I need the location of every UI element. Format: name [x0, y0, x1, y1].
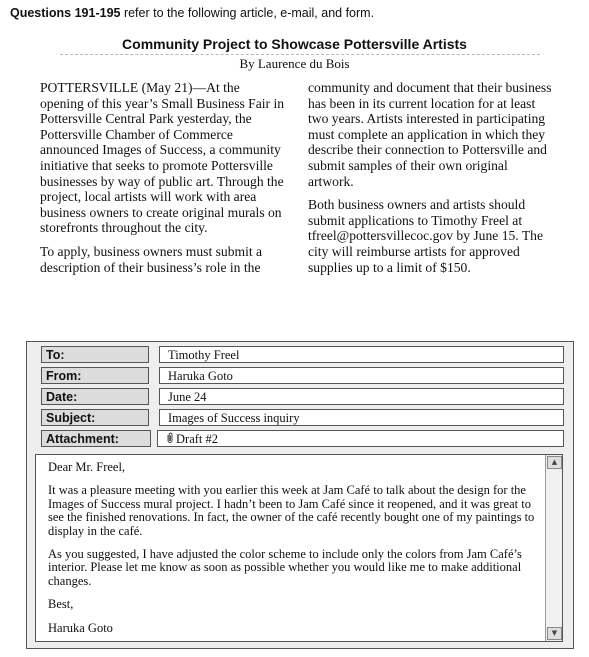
article-byline: By Laurence du Bois [239, 56, 350, 71]
email-closing: Best, [48, 597, 74, 612]
article-paragraph-2-start: To apply, business owners must submit a description of their business’s role in the [40, 243, 263, 275]
email-window [26, 341, 574, 649]
question-range: Questions 191-195 [10, 6, 121, 20]
scroll-up-arrow-icon[interactable]: ▲ [547, 456, 562, 469]
article-column-left [40, 80, 286, 283]
article-paragraph-2-end: community and document that their business has been in its current location for at least two years. Artists interested in participating must complete an application in which they describe their connection to Pottersville and submit samples of their own original artwork. [308, 80, 552, 189]
email-body[interactable] [35, 454, 563, 642]
article-paragraph-2-cont [308, 80, 552, 189]
attachment-name: Draft #2 [176, 432, 218, 446]
from-label: From: [41, 367, 149, 384]
email-body-text [48, 461, 540, 645]
email-paragraph-2: As you suggested, I have adjusted the color scheme to include only the colors from Jam Café’s interior. Please let me know as soon as possible whether you would like me to make additional changes. [48, 547, 522, 588]
attachment-field[interactable] [157, 430, 564, 447]
email-paragraph-1: It was a pleasure meeting with you earlier this week at Jam Café to talk about the design for the Images of Success mural project. I hadn’t been to Jam Café since it reopened, and it was great to see the finished renovations. In fact, the owner of the café recently bought one of my paintings to display in the café. [48, 483, 535, 538]
email-signature: Haruka Goto [48, 620, 113, 635]
article-paragraph-1: POTTERSVILLE (May 21)—At the opening of this year’s Small Business Fair in Pottersville Central Park yesterday, the Pottersville Chamber of Commerce announced Images of Success, a community initiative that seeks to promote Pottersville businesses by way of public art. Through the project, local artists will work with area business owners to create original murals on storefronts throughout the city. [40, 80, 285, 236]
article-paragraph-2 [40, 244, 286, 275]
instructions-text: refer to the following article, e-mail, and form. [120, 6, 375, 20]
to-label: To: [41, 346, 149, 363]
article-title: Community Project to Showcase Pottersville Artists [122, 36, 467, 52]
article-column-right [308, 80, 552, 283]
attachment-label: Attachment: [41, 430, 151, 447]
subject-label: Subject: [41, 409, 149, 426]
email-greeting: Dear Mr. Freel, [48, 460, 126, 474]
date-field[interactable]: June 24 [159, 388, 564, 405]
date-label: Date: [41, 388, 149, 405]
email-scrollbar[interactable] [545, 455, 562, 641]
instructions [10, 6, 374, 20]
title-divider [60, 54, 540, 55]
to-field[interactable]: Timothy Freel [159, 346, 564, 363]
scroll-down-arrow-icon[interactable]: ▼ [547, 627, 562, 640]
paperclip-icon [166, 432, 174, 448]
subject-field[interactable]: Images of Success inquiry [159, 409, 564, 426]
article-paragraph-3: Both business owners and artists should submit applications to Timothy Freel at tfreel@pottersvillecoc.gov by June 15. The city will reimburse artists for approved supplies up to a limit of $150. [308, 197, 543, 275]
from-field[interactable]: Haruka Goto [159, 367, 564, 384]
